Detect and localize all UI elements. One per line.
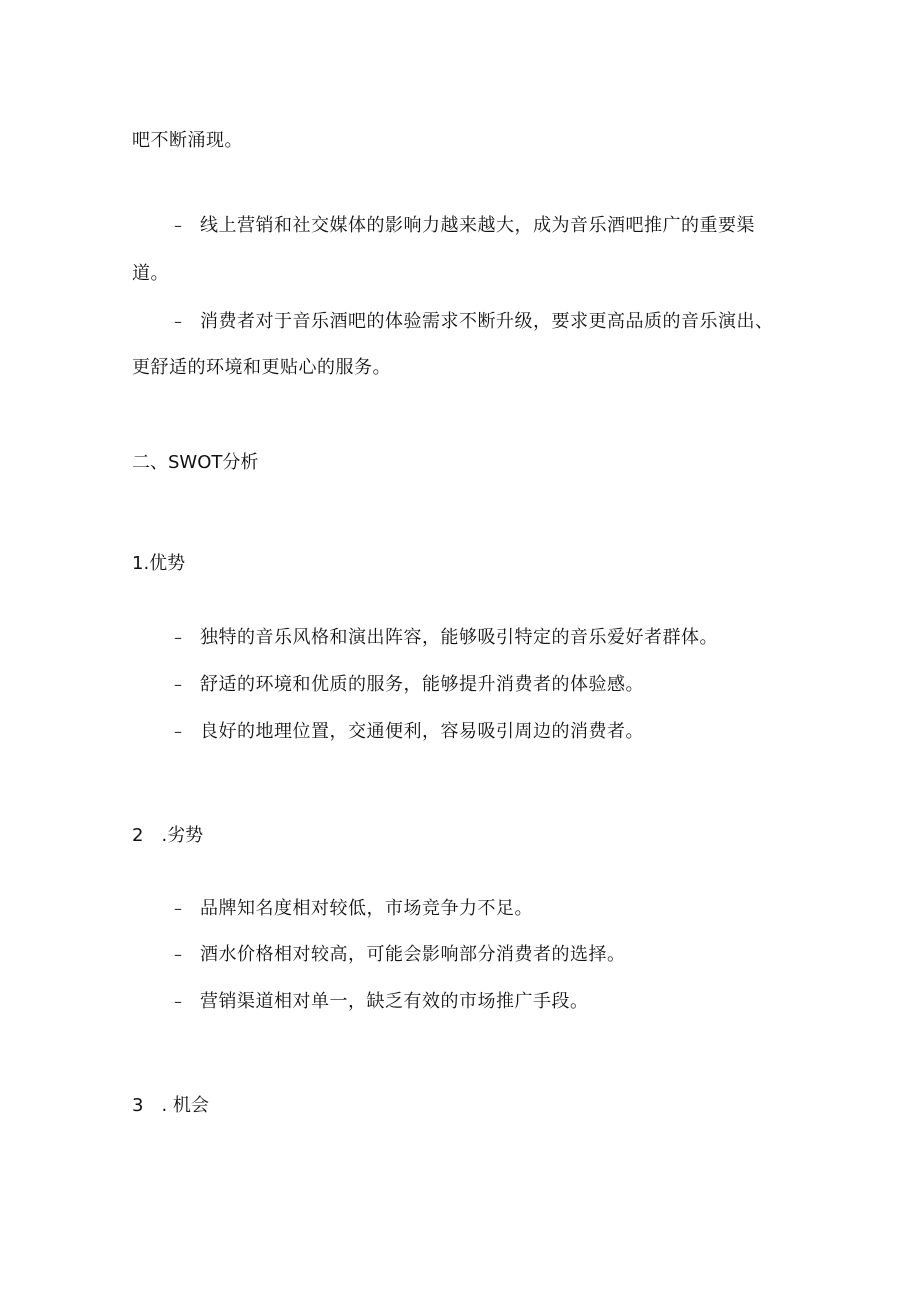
trend-item-1-text: 线上营销和社交媒体的影响力越来越大，成为音乐酒吧推广的重要渠 [200, 215, 755, 236]
trend-item-2-line2: 更舒适的环境和更贴心的服务。 [132, 357, 391, 378]
dash-marker: – [174, 899, 183, 918]
strengths-title: 1.优势 [132, 553, 186, 574]
weakness-item-text: 品牌知名度相对较低，市场竞争力不足。 [200, 898, 533, 919]
opportunities-title: 3 . 机会 [132, 1095, 209, 1116]
dash-marker: – [174, 628, 183, 647]
strength-item [174, 673, 644, 697]
dash-marker: – [174, 675, 183, 694]
weakness-item-text: 营销渠道相对单一，缺乏有效的市场推广手段。 [200, 991, 589, 1012]
strength-item-text: 独特的音乐风格和演出阵容，能够吸引特定的音乐爱好者群体。 [200, 627, 718, 648]
continuation-text: 吧不断涌现。 [132, 130, 243, 151]
dash-marker: – [174, 945, 183, 964]
dash-marker: – [174, 312, 183, 331]
dash-marker: – [174, 216, 183, 235]
dash-marker: – [174, 722, 183, 741]
weakness-item-text: 酒水价格相对较高，可能会影响部分消费者的选择。 [200, 944, 626, 965]
weaknesses-title: 2 .劣势 [132, 825, 204, 846]
trend-item-2-text: 消费者对于音乐酒吧的体验需求不断升级，要求更高品质的音乐演出、 [200, 311, 774, 332]
weakness-item [174, 897, 533, 921]
strength-item [174, 720, 644, 744]
dash-marker: – [174, 992, 183, 1011]
strength-item-text: 舒适的环境和优质的服务，能够提升消费者的体验感。 [200, 674, 644, 695]
trend-item-1-line2: 道。 [132, 263, 169, 284]
trend-item-1-line1 [174, 214, 755, 238]
section-title: 二、SWOT分析 [132, 452, 259, 473]
strength-item [174, 626, 718, 650]
strength-item-text: 良好的地理位置，交通便利，容易吸引周边的消费者。 [200, 721, 644, 742]
trend-item-2-line1 [174, 310, 774, 334]
weakness-item [174, 943, 626, 967]
weakness-item [174, 990, 589, 1014]
